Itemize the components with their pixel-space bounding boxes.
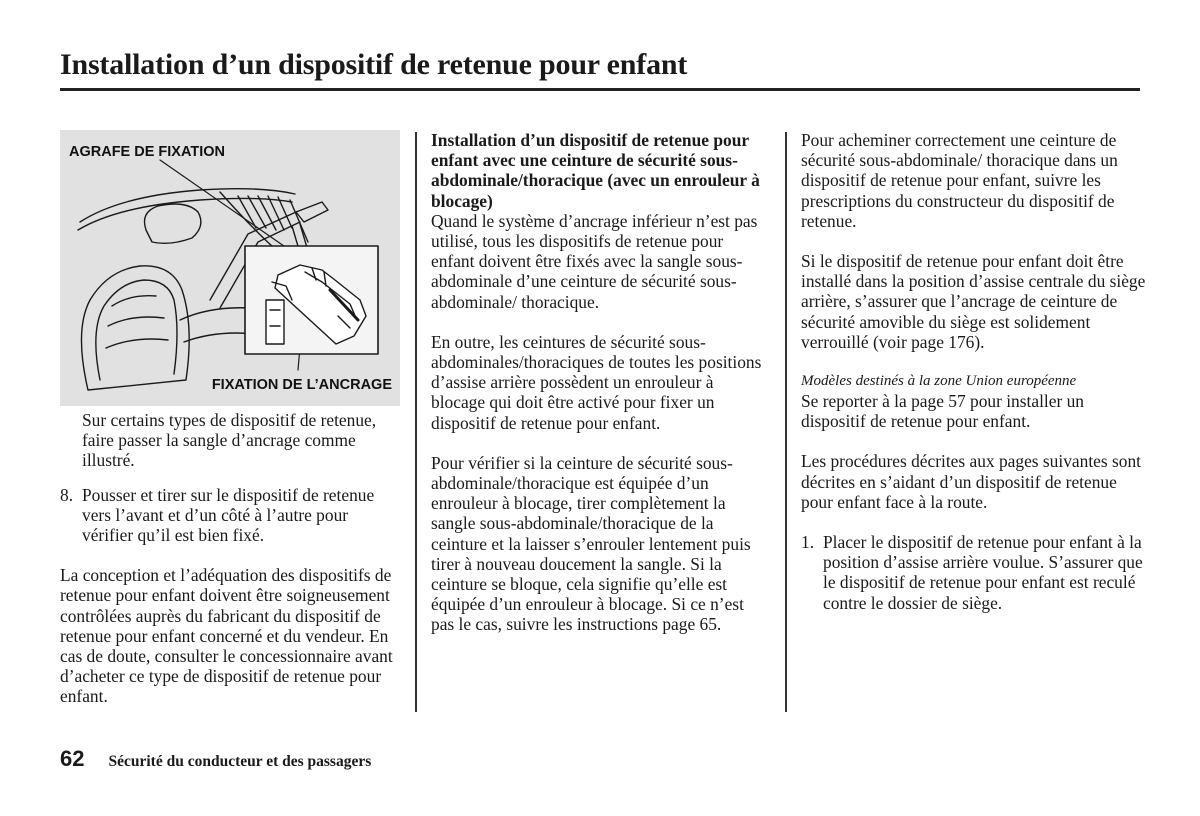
column-middle <box>431 130 771 635</box>
column-left <box>60 130 400 707</box>
figure-label-bottom: FIXATION DE L’ANCRAGE <box>211 377 392 393</box>
region-note: Modèles destinés à la zone Union européenne <box>801 373 1077 390</box>
column-right <box>801 130 1146 613</box>
step-item <box>801 532 1146 613</box>
step-number: 1. <box>801 532 815 553</box>
column-divider <box>785 132 787 712</box>
paragraph: Si le dispositif de retenue pour enfant doit être installé dans la position d’assise centrale du siège arrière, s’assurer que l’ancrage de ceinture de sécurité amovible du siège est solidement verrouillé (voir page 176). <box>801 251 1146 352</box>
child-seat-tether-illustration <box>60 130 400 406</box>
step-number: 8. <box>60 484 74 505</box>
figure-caption: Sur certains types de dispositif de retenue, faire passer la sangle d’ancrage comme illustré. <box>82 410 377 471</box>
column-divider <box>415 132 417 712</box>
paragraph: Pour vérifier si la ceinture de sécurité sous-abdominale/thoracique est équipée d’un enrouleur à blocage, tirer complètement la sangle sous-abdominale/thoracique de la ceinture et la laisser s’enrouler lentement puis tirer à nouveau doucement la sangle. Si la ceinture se bloque, cela signifie qu’elle est équipée d’un enrouleur à blocage. Si ce n’est pas le cas, suivre les instructions page 65. <box>431 452 751 635</box>
paragraph: Quand le système d’ancrage inférieur n’est pas utilisé, tous les dispositifs de retenue pour enfant doivent être fixés avec la sangle sous-abdominale d’une ceinture de sécurité sous-abdominale/ thoracique. <box>431 210 758 312</box>
step-text: Pousser et tirer sur le dispositif de retenue vers l’avant et d’un côté à l’autre pour vérifier qu’il est bien fixé. <box>82 484 375 546</box>
paragraph: Pour acheminer correctement une ceinture de sécurité sous-abdominale/ thoracique dans un dispositif de retenue pour enfant, suivre les prescriptions du constructeur du dispositif de retenue. <box>801 130 1118 231</box>
paragraph: La conception et l’adéquation des dispositifs de retenue pour enfant doivent être soigneusement contrôlées auprès du fabricant du dispositif de retenue pour enfant concerné et du vendeur. En cas de doute, consulter le concessionnaire avant d’acheter ce type de dispositif de retenue pour enfant. <box>60 565 393 707</box>
step-text: Placer le dispositif de retenue pour enfant à la position d’assise arrière voulue. S’assurer que le dispositif de retenue pour enfant est reculé contre le dossier de siège. <box>823 532 1143 613</box>
page-number: 62 <box>60 746 85 771</box>
section-name: Sécurité du conducteur et des passagers <box>108 753 372 770</box>
section-heading: Installation d’un dispositif de retenue pour enfant avec une ceinture de sécurité sous-abdominale/thoracique (avec un enrouleur à blocage) <box>431 130 760 211</box>
page-footer <box>60 746 371 772</box>
paragraph: Les procédures décrites aux pages suivantes sont décrites en s’aidant d’un dispositif de retenue pour enfant face à la route. <box>801 451 1141 512</box>
title-rule <box>60 88 1140 91</box>
paragraph: Se reporter à la page 57 pour installer un dispositif de retenue pour enfant. <box>801 391 1084 432</box>
figure-label-top: AGRAFE DE FIXATION <box>69 144 226 160</box>
illustration-figure <box>60 130 400 406</box>
paragraph: En outre, les ceintures de sécurité sous-abdominales/thoraciques de toutes les positions d’assise arrière possèdent un enrouleur à blocage qui doit être activé pour fixer un dispositif de retenue pour enfant. <box>431 331 762 433</box>
step-item <box>60 485 400 546</box>
page-title: Installation d’un dispositif de retenue pour enfant <box>60 48 688 81</box>
